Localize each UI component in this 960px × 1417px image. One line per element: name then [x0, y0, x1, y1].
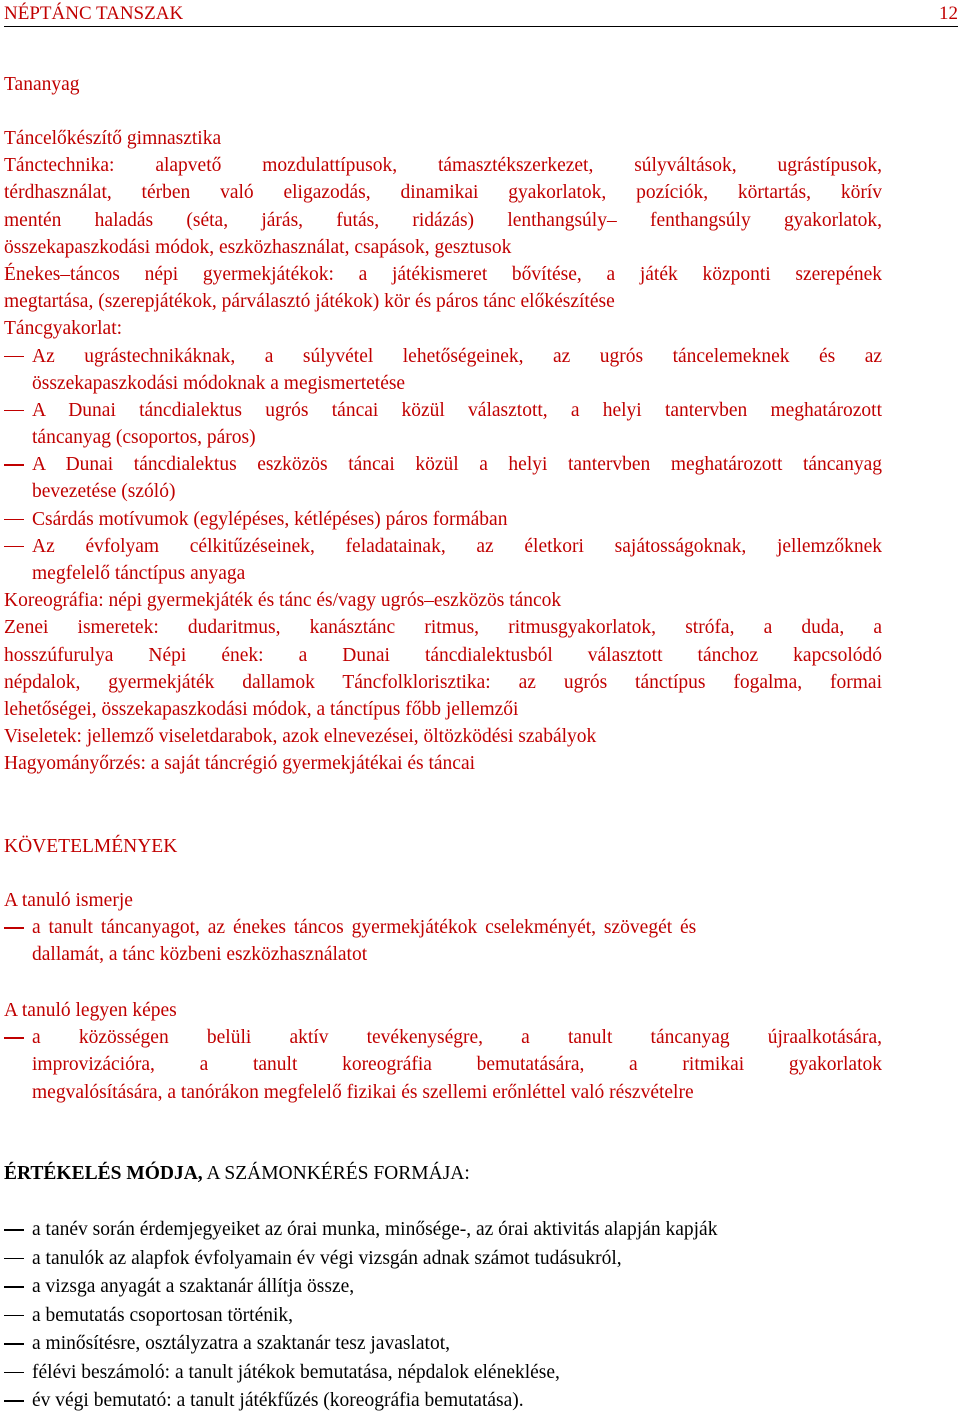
list-item: a tanév során érdemjegyeiket az órai munka, minősége-, az órai aktivitás alapján kapják	[4, 1216, 882, 1245]
tananyag-line: Zenei ismeretek: dudaritmus, kanásztánc ritmus, ritmusgyakorlatok, strófa, a duda, a	[4, 617, 882, 639]
list-item: a közösségen belüli aktív tevékenységre, a tanult táncanyag újraalkotására,	[4, 1024, 882, 1051]
list-item-continuation: összekapaszkodási módoknak a megismertetése	[32, 372, 406, 394]
list-item-continuation: bevezetése (szóló)	[32, 481, 176, 503]
list-item: a tanulók az alapfok évfolyamain év végi vizsgán adnak számot tudásukról,	[4, 1245, 882, 1274]
tananyag-line: megtartása, (szerepjátékok, párválasztó játékok) kör és páros tánc előkészítése	[4, 291, 615, 313]
list-item-continuation: dallamát, a tánc közbeni eszközhasználatot	[32, 944, 368, 966]
list-item: a bemutatás csoportosan történik,	[4, 1302, 882, 1331]
tananyag-line: hosszúfurulya Népi ének: a Dunai táncdialektusból választott tánchoz kapcsolódó	[4, 644, 882, 666]
tananyag-line: térdhasználat, térben való eligazodás, dinamikai gyakorlatok, pozíciók, körtartás, körív	[4, 182, 882, 204]
kovetelmenyek-section	[4, 833, 882, 860]
tananyag-line: népdalok, gyermekjáték dallamok Táncfolklorisztika: az ugrós tánctípus fogalma, formai	[4, 671, 882, 693]
list-item: Az ugrástechnikáknak, a súlyvétel lehetőségeinek, az ugrós táncelemeknek és az	[4, 343, 882, 370]
ismerje-block	[4, 887, 882, 969]
list-item: félévi beszámoló: a tanult játékok bemutatása, népdalok eléneklése,	[4, 1359, 882, 1388]
list-item-continuation: megfelelő tánctípus anyaga	[32, 563, 246, 584]
tananyag-line: Tánctechnika: alapvető mozdulattípusok, támasztékszerkezet, súlyváltások, ugrástípusok,	[4, 155, 882, 177]
ertekeles-list	[4, 1216, 882, 1416]
tananyag-line: Hagyományőrzés: a saját táncrégió gyermekjátékai és táncai	[4, 753, 476, 775]
list-item: Az évfolyam célkitűzéseinek, feladatainak, az életkori sajátosságoknak, jellemzőknek	[4, 533, 882, 560]
list-item-continuation: improvizációra, a tanult koreográfia bemutatására, a ritmikai gyakorlatok	[32, 1054, 882, 1076]
tananyag-heading: Tananyag	[4, 74, 80, 95]
tananyag-line: lehetőségei, összekapaszkodási módok, a tánctípus főbb jellemzői	[4, 698, 519, 720]
header-title: NÉPTÁNC TANSZAK	[4, 3, 184, 24]
tananyag-line: Táncgyakorlat:	[4, 318, 123, 340]
tananyag-line: Táncelőkészítő gimnasztika	[4, 128, 222, 149]
tananyag-line: Énekes–táncos népi gyermekjátékok: a játékismeret bővítése, a játék központi szerepének	[4, 263, 882, 285]
tananyag-line: összekapaszkodási módok, eszközhasználat, csapások, gesztusok	[4, 236, 512, 258]
page-number: 12	[939, 3, 958, 24]
list-item-continuation: megvalósítására, a tanórákon megfelelő fizikai és szellemi erőnléttel való részvételre	[32, 1081, 694, 1103]
list-item: a vizsga anyagát a szaktanár állítja össze,	[4, 1273, 882, 1302]
list-item-continuation: táncanyag (csoportos, páros)	[32, 427, 256, 449]
kepes-heading: A tanuló legyen képes	[4, 1000, 177, 1021]
tananyag-line: Koreográfia: népi gyermekjáték és tánc és/vagy ugrós–eszközös táncok	[4, 590, 562, 612]
ismerje-heading: A tanuló ismerje	[4, 890, 133, 911]
page-header	[4, 2, 958, 27]
ertekeles-section	[4, 1160, 882, 1187]
list-item: a minősítésre, osztályzatra a szaktanár tesz javaslatot,	[4, 1330, 882, 1359]
list-item: év végi bemutató: a tanult játékfűzés (koreográfia bemutatása).	[4, 1387, 882, 1416]
tananyag-section	[4, 71, 882, 98]
tananyag-line: mentén haladás (séta, járás, futás, ridázás) lenthangsúly– fenthangsúly gyakorlatok,	[4, 209, 882, 231]
list-item: a tanult táncanyagot, az énekes táncos gyermekjátékok cselekményét, szövegét és	[4, 914, 882, 941]
tananyag-line: Viseletek: jellemző viseletdarabok, azok elnevezései, öltözködési szabályok	[4, 726, 597, 748]
list-item: A Dunai táncdialektus eszközös táncai közül a helyi tantervben meghatározott táncanyag	[4, 451, 882, 478]
kepes-block	[4, 997, 882, 1106]
list-item: Csárdás motívumok (egylépéses, kétlépéses) páros formában	[4, 506, 882, 533]
tananyag-body	[4, 125, 882, 778]
kovetelmenyek-heading: KÖVETELMÉNYEK	[4, 836, 178, 857]
ertekeles-heading-bold: ÉRTÉKELÉS MÓDJA,	[4, 1163, 203, 1184]
ertekeles-heading	[4, 1160, 882, 1187]
list-item: A Dunai táncdialektus ugrós táncai közül választott, a helyi tantervben meghatározott	[4, 397, 882, 424]
ertekeles-heading-rest: A SZÁMONKÉRÉS FORMÁJA:	[202, 1163, 470, 1184]
